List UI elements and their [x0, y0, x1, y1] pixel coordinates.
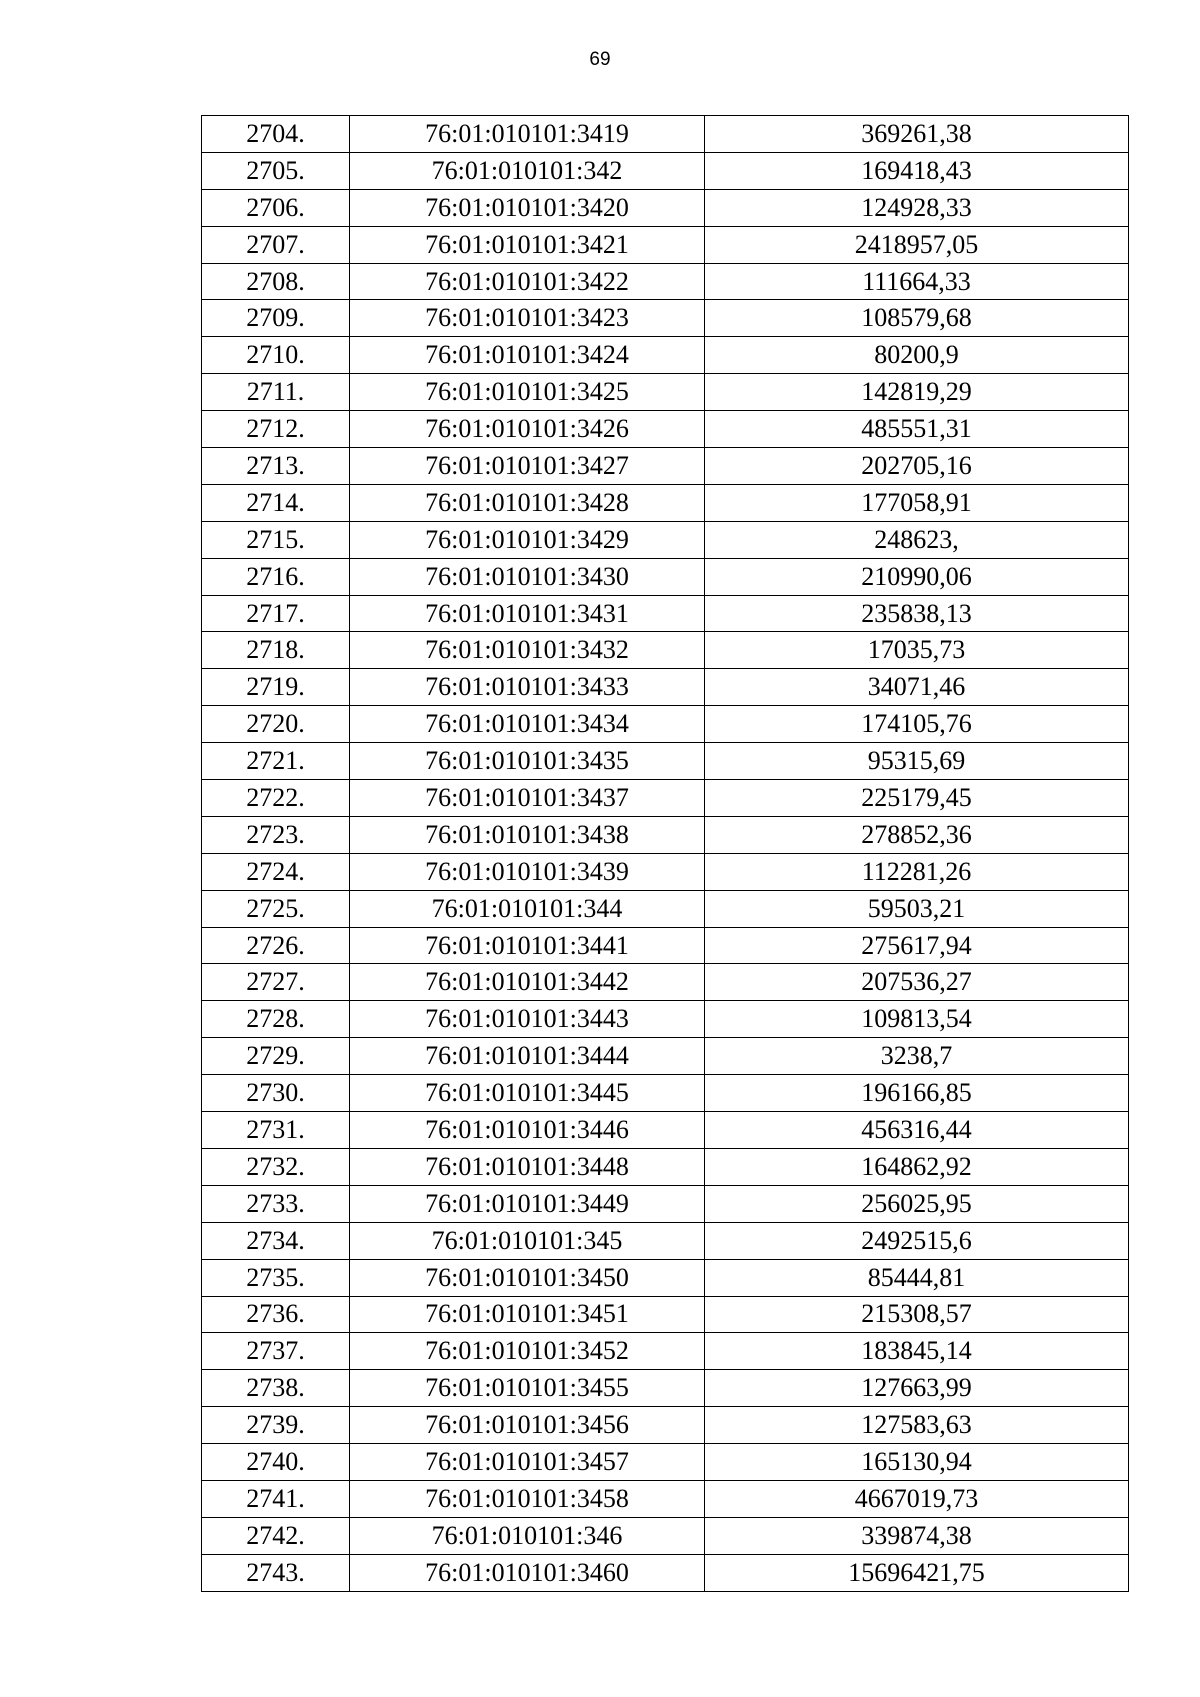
row-number-cell: 2706.	[202, 189, 350, 226]
table-row	[202, 1444, 1129, 1481]
row-number-cell: 2723.	[202, 816, 350, 853]
value-cell: 278852,36	[705, 816, 1129, 853]
value-cell: 127583,63	[705, 1407, 1129, 1444]
cadastral-number-cell: 76:01:010101:3422	[350, 263, 705, 300]
row-number-cell: 2725.	[202, 890, 350, 927]
value-cell: 17035,73	[705, 632, 1129, 669]
value-cell: 196166,85	[705, 1075, 1129, 1112]
cadastral-number-cell: 76:01:010101:342	[350, 152, 705, 189]
table-body	[202, 116, 1129, 1592]
row-number-cell: 2732.	[202, 1148, 350, 1185]
table-row	[202, 1222, 1129, 1259]
table-row	[202, 484, 1129, 521]
row-number-cell: 2738.	[202, 1370, 350, 1407]
value-cell: 215308,57	[705, 1296, 1129, 1333]
table-row	[202, 337, 1129, 374]
row-number-cell: 2737.	[202, 1333, 350, 1370]
row-number-cell: 2719.	[202, 669, 350, 706]
cadastral-number-cell: 76:01:010101:344	[350, 890, 705, 927]
table-row	[202, 1112, 1129, 1149]
cadastral-number-cell: 76:01:010101:3452	[350, 1333, 705, 1370]
value-cell: 169418,43	[705, 152, 1129, 189]
cadastral-number-cell: 76:01:010101:3424	[350, 337, 705, 374]
table-row	[202, 964, 1129, 1001]
value-cell: 275617,94	[705, 927, 1129, 964]
value-cell: 202705,16	[705, 448, 1129, 485]
row-number-cell: 2736.	[202, 1296, 350, 1333]
value-cell: 256025,95	[705, 1185, 1129, 1222]
row-number-cell: 2722.	[202, 780, 350, 817]
cadastral-number-cell: 76:01:010101:3438	[350, 816, 705, 853]
row-number-cell: 2739.	[202, 1407, 350, 1444]
cadastral-number-cell: 76:01:010101:3455	[350, 1370, 705, 1407]
row-number-cell: 2707.	[202, 226, 350, 263]
row-number-cell: 2708.	[202, 263, 350, 300]
row-number-cell: 2741.	[202, 1480, 350, 1517]
value-cell: 3238,7	[705, 1038, 1129, 1075]
table-row	[202, 1554, 1129, 1591]
value-cell: 485551,31	[705, 411, 1129, 448]
table-row	[202, 816, 1129, 853]
row-number-cell: 2714.	[202, 484, 350, 521]
cadastral-number-cell: 76:01:010101:3460	[350, 1554, 705, 1591]
table-row	[202, 853, 1129, 890]
value-cell: 248623,	[705, 521, 1129, 558]
cadastral-number-cell: 76:01:010101:3425	[350, 374, 705, 411]
table-row	[202, 521, 1129, 558]
row-number-cell: 2711.	[202, 374, 350, 411]
row-number-cell: 2740.	[202, 1444, 350, 1481]
value-cell: 95315,69	[705, 743, 1129, 780]
table-row	[202, 1038, 1129, 1075]
row-number-cell: 2727.	[202, 964, 350, 1001]
cadastral-number-cell: 76:01:010101:3444	[350, 1038, 705, 1075]
cadastral-number-cell: 76:01:010101:3446	[350, 1112, 705, 1149]
value-cell: 225179,45	[705, 780, 1129, 817]
cadastral-number-cell: 76:01:010101:3451	[350, 1296, 705, 1333]
cadastral-number-cell: 76:01:010101:3421	[350, 226, 705, 263]
table-row	[202, 890, 1129, 927]
cadastral-number-cell: 76:01:010101:3420	[350, 189, 705, 226]
table-row	[202, 448, 1129, 485]
value-cell: 2492515,6	[705, 1222, 1129, 1259]
row-number-cell: 2710.	[202, 337, 350, 374]
table-row	[202, 1333, 1129, 1370]
value-cell: 111664,33	[705, 263, 1129, 300]
table-row	[202, 1001, 1129, 1038]
table-row	[202, 1185, 1129, 1222]
row-number-cell: 2713.	[202, 448, 350, 485]
value-cell: 34071,46	[705, 669, 1129, 706]
cadastral-number-cell: 76:01:010101:3432	[350, 632, 705, 669]
value-cell: 174105,76	[705, 706, 1129, 743]
table-row	[202, 632, 1129, 669]
row-number-cell: 2712.	[202, 411, 350, 448]
cadastral-number-cell: 76:01:010101:3457	[350, 1444, 705, 1481]
value-cell: 207536,27	[705, 964, 1129, 1001]
table-row	[202, 116, 1129, 153]
row-number-cell: 2724.	[202, 853, 350, 890]
table-row	[202, 1259, 1129, 1296]
cadastral-number-cell: 76:01:010101:3439	[350, 853, 705, 890]
table-row	[202, 152, 1129, 189]
table-row	[202, 411, 1129, 448]
cadastral-number-cell: 76:01:010101:3448	[350, 1148, 705, 1185]
value-cell: 4667019,73	[705, 1480, 1129, 1517]
table-row	[202, 1296, 1129, 1333]
table-row	[202, 558, 1129, 595]
table-row	[202, 1407, 1129, 1444]
value-cell: 456316,44	[705, 1112, 1129, 1149]
cadastral-number-cell: 76:01:010101:3431	[350, 595, 705, 632]
row-number-cell: 2721.	[202, 743, 350, 780]
row-number-cell: 2728.	[202, 1001, 350, 1038]
row-number-cell: 2733.	[202, 1185, 350, 1222]
table-row	[202, 595, 1129, 632]
cadastral-number-cell: 76:01:010101:3435	[350, 743, 705, 780]
cadastral-number-cell: 76:01:010101:345	[350, 1222, 705, 1259]
value-cell: 2418957,05	[705, 226, 1129, 263]
table-row	[202, 780, 1129, 817]
cadastral-number-cell: 76:01:010101:3423	[350, 300, 705, 337]
cadastral-number-cell: 76:01:010101:3450	[350, 1259, 705, 1296]
row-number-cell: 2730.	[202, 1075, 350, 1112]
row-number-cell: 2709.	[202, 300, 350, 337]
value-cell: 183845,14	[705, 1333, 1129, 1370]
page-number: 69	[589, 49, 611, 70]
row-number-cell: 2743.	[202, 1554, 350, 1591]
value-cell: 235838,13	[705, 595, 1129, 632]
value-cell: 109813,54	[705, 1001, 1129, 1038]
value-cell: 112281,26	[705, 853, 1129, 890]
cadastral-number-cell: 76:01:010101:3430	[350, 558, 705, 595]
cadastral-number-cell: 76:01:010101:3441	[350, 927, 705, 964]
table-row	[202, 1370, 1129, 1407]
cadastral-number-cell: 76:01:010101:3458	[350, 1480, 705, 1517]
cadastral-number-cell: 76:01:010101:3429	[350, 521, 705, 558]
cadastral-number-cell: 76:01:010101:346	[350, 1517, 705, 1554]
table-row	[202, 669, 1129, 706]
cadastral-number-cell: 76:01:010101:3445	[350, 1075, 705, 1112]
row-number-cell: 2705.	[202, 152, 350, 189]
value-cell: 339874,38	[705, 1517, 1129, 1554]
cadastral-number-cell: 76:01:010101:3456	[350, 1407, 705, 1444]
value-cell: 108579,68	[705, 300, 1129, 337]
table-row	[202, 743, 1129, 780]
row-number-cell: 2715.	[202, 521, 350, 558]
row-number-cell: 2704.	[202, 116, 350, 153]
value-cell: 15696421,75	[705, 1554, 1129, 1591]
table-row	[202, 1148, 1129, 1185]
table-row	[202, 226, 1129, 263]
row-number-cell: 2731.	[202, 1112, 350, 1149]
value-cell: 127663,99	[705, 1370, 1129, 1407]
table-row	[202, 189, 1129, 226]
table-row	[202, 1517, 1129, 1554]
row-number-cell: 2729.	[202, 1038, 350, 1075]
row-number-cell: 2716.	[202, 558, 350, 595]
table-row	[202, 263, 1129, 300]
value-cell: 85444,81	[705, 1259, 1129, 1296]
value-cell: 59503,21	[705, 890, 1129, 927]
cadastral-number-cell: 76:01:010101:3419	[350, 116, 705, 153]
cadastral-value-table	[201, 115, 1129, 1592]
table-row	[202, 1480, 1129, 1517]
cadastral-number-cell: 76:01:010101:3437	[350, 780, 705, 817]
row-number-cell: 2735.	[202, 1259, 350, 1296]
value-cell: 80200,9	[705, 337, 1129, 374]
cadastral-number-cell: 76:01:010101:3428	[350, 484, 705, 521]
cadastral-number-cell: 76:01:010101:3427	[350, 448, 705, 485]
cadastral-number-cell: 76:01:010101:3443	[350, 1001, 705, 1038]
table-row	[202, 1075, 1129, 1112]
cadastral-number-cell: 76:01:010101:3434	[350, 706, 705, 743]
cadastral-number-cell: 76:01:010101:3442	[350, 964, 705, 1001]
table-row	[202, 374, 1129, 411]
value-cell: 165130,94	[705, 1444, 1129, 1481]
table-row	[202, 300, 1129, 337]
row-number-cell: 2717.	[202, 595, 350, 632]
value-cell: 124928,33	[705, 189, 1129, 226]
cadastral-number-cell: 76:01:010101:3449	[350, 1185, 705, 1222]
table-row	[202, 927, 1129, 964]
row-number-cell: 2726.	[202, 927, 350, 964]
value-cell: 164862,92	[705, 1148, 1129, 1185]
value-cell: 177058,91	[705, 484, 1129, 521]
row-number-cell: 2734.	[202, 1222, 350, 1259]
cadastral-number-cell: 76:01:010101:3433	[350, 669, 705, 706]
row-number-cell: 2742.	[202, 1517, 350, 1554]
value-cell: 369261,38	[705, 116, 1129, 153]
cadastral-number-cell: 76:01:010101:3426	[350, 411, 705, 448]
value-cell: 142819,29	[705, 374, 1129, 411]
value-cell: 210990,06	[705, 558, 1129, 595]
row-number-cell: 2718.	[202, 632, 350, 669]
table-row	[202, 706, 1129, 743]
row-number-cell: 2720.	[202, 706, 350, 743]
